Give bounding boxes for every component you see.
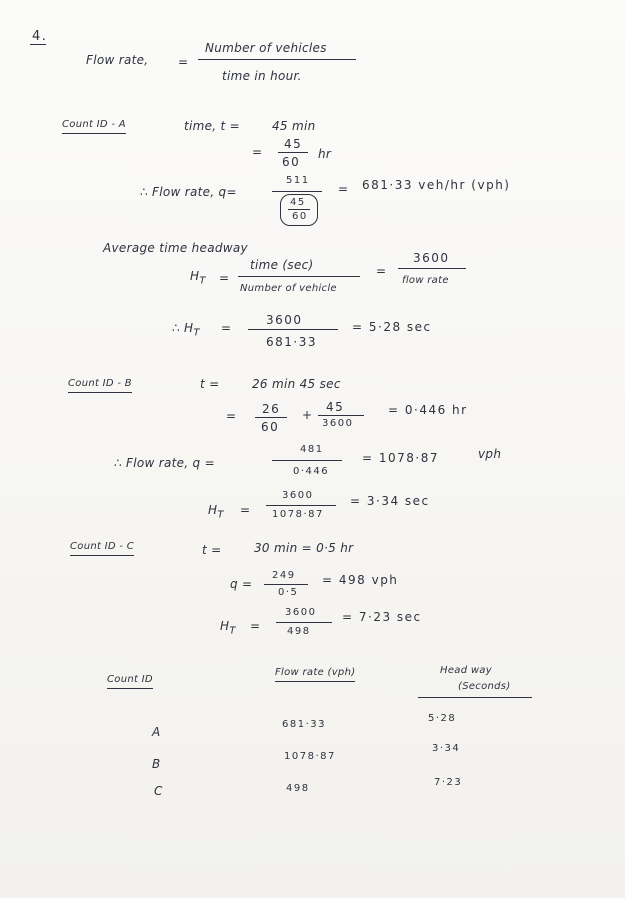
count-a-avg-heading: Average time headway (103, 241, 248, 255)
count-a-q-eq: = (338, 182, 349, 196)
count-b-f1-bar (255, 417, 287, 418)
count-a-ht-calc-num: 3600 (266, 313, 303, 327)
count-c-ht-den: 498 (287, 626, 311, 637)
count-b-f1-den: 60 (261, 420, 280, 434)
table-header-flow-rate: Flow rate (vph) (275, 668, 355, 682)
table-cell-id: B (152, 757, 161, 771)
count-b-f2-num: 45 (326, 400, 345, 414)
count-a-eq1: = (252, 145, 263, 159)
table-header-headway-underline (418, 697, 532, 698)
count-b-ht-label: $H_T$ (208, 503, 224, 521)
count-a-frac-unit: hr (318, 147, 332, 161)
table-cell-id: C (154, 784, 163, 798)
count-a-flow-label: ∴ Flow rate, q= (140, 185, 237, 199)
count-a-ht-calc-label: ∴ $H_T$ (172, 321, 200, 339)
count-b-q-bar (272, 460, 342, 461)
count-a-frac-num: 45 (284, 137, 303, 151)
count-b-q-num: 481 (300, 444, 324, 455)
count-b-ht-den: 1078·87 (272, 509, 324, 520)
count-c-ht-label: $H_T$ (220, 619, 236, 637)
count-a-ht-eq2: = (376, 264, 387, 278)
count-a-time-value: 45 min (272, 119, 316, 133)
count-b-q-label: ∴ Flow rate, q = (114, 456, 215, 470)
count-a-frac-bar (278, 152, 308, 153)
table-cell-headway: 3·34 (432, 743, 461, 754)
count-a-ht-calc-eq: = (221, 321, 232, 335)
count-b-q-den: 0·446 (293, 466, 330, 477)
count-b-t-result: = 0·446 hr (388, 403, 468, 417)
count-a-ht-num2: 3600 (413, 251, 450, 265)
count-b-heading: Count ID - B (68, 379, 132, 393)
definition-label: Flow rate, (86, 53, 149, 67)
count-a-ht-bar2 (398, 268, 466, 269)
count-c-q-bar (264, 584, 308, 585)
definition-fraction-bar (198, 59, 356, 60)
problem-number-underline (30, 44, 46, 45)
table-header-headway-line1: Head way (440, 665, 492, 676)
table-header-headway-line2: (Seconds) (458, 681, 511, 692)
table-cell-id: A (152, 725, 161, 739)
count-a-ht-den: Number of vehicle (240, 283, 337, 294)
count-a-q-bar (272, 191, 322, 192)
table-header-count-id: Count ID (107, 675, 153, 689)
table-cell-flow: 681·33 (282, 719, 326, 730)
count-a-time-label: time, t = (184, 119, 241, 133)
count-b-ht-result: = 3·34 sec (350, 494, 430, 508)
problem-number: 4. (32, 29, 48, 44)
count-c-t-label: t = (202, 543, 222, 557)
count-a-ht-label: $H_T$ (190, 269, 206, 287)
table-cell-headway: 5·28 (428, 713, 457, 724)
count-a-q-den-num: 45 (290, 197, 306, 208)
count-b-t-value: 26 min 45 sec (252, 377, 341, 391)
count-c-ht-eq: = (250, 619, 261, 633)
count-b-ht-num: 3600 (282, 490, 314, 501)
count-a-q-den-den: 60 (292, 211, 308, 222)
count-c-q-den: 0·5 (278, 587, 299, 598)
count-b-eq: = (226, 409, 237, 423)
definition-equals: = (178, 55, 189, 69)
count-a-q-result: 681·33 veh/hr (vph) (362, 178, 511, 192)
count-b-q-unit: vph (478, 447, 502, 461)
count-a-ht-eq: = (219, 271, 230, 285)
count-c-ht-bar (276, 622, 332, 623)
count-c-t-value: 30 min = 0·5 hr (254, 541, 354, 555)
count-b-plus: + (302, 408, 313, 422)
count-a-ht-calc-den: 681·33 (266, 335, 317, 349)
count-c-heading: Count ID - C (70, 542, 134, 556)
count-c-ht-result: = 7·23 sec (342, 610, 422, 624)
count-a-frac-den: 60 (282, 155, 301, 169)
count-a-ht-num: time (sec) (250, 258, 314, 272)
count-b-ht-eq: = (240, 503, 251, 517)
table-cell-flow: 1078·87 (284, 751, 336, 762)
count-b-q-result: = 1078·87 (362, 451, 439, 465)
count-b-t-label: t = (200, 377, 220, 391)
count-a-ht-bar (238, 276, 360, 277)
table-cell-flow: 498 (286, 783, 310, 794)
definition-numerator: Number of vehicles (205, 41, 327, 55)
count-c-q-label: q = (230, 577, 253, 591)
count-b-f2-bar (318, 415, 364, 416)
count-b-f1-num: 26 (262, 402, 281, 416)
count-c-ht-num: 3600 (285, 607, 317, 618)
count-a-q-den-bar (288, 209, 310, 210)
definition-denominator: time in hour. (222, 69, 302, 83)
count-b-f2-den: 3600 (322, 418, 354, 429)
count-a-ht-calc-bar (248, 329, 338, 330)
count-a-ht-calc-result: = 5·28 sec (352, 320, 432, 334)
count-a-heading: Count ID - A (62, 120, 126, 134)
count-a-ht-den2: flow rate (402, 275, 449, 286)
count-c-q-num: 249 (272, 570, 296, 581)
count-a-q-num: 511 (286, 175, 310, 186)
table-cell-headway: 7·23 (434, 777, 463, 788)
count-b-ht-bar (266, 505, 336, 506)
count-c-q-result: = 498 vph (322, 573, 399, 587)
